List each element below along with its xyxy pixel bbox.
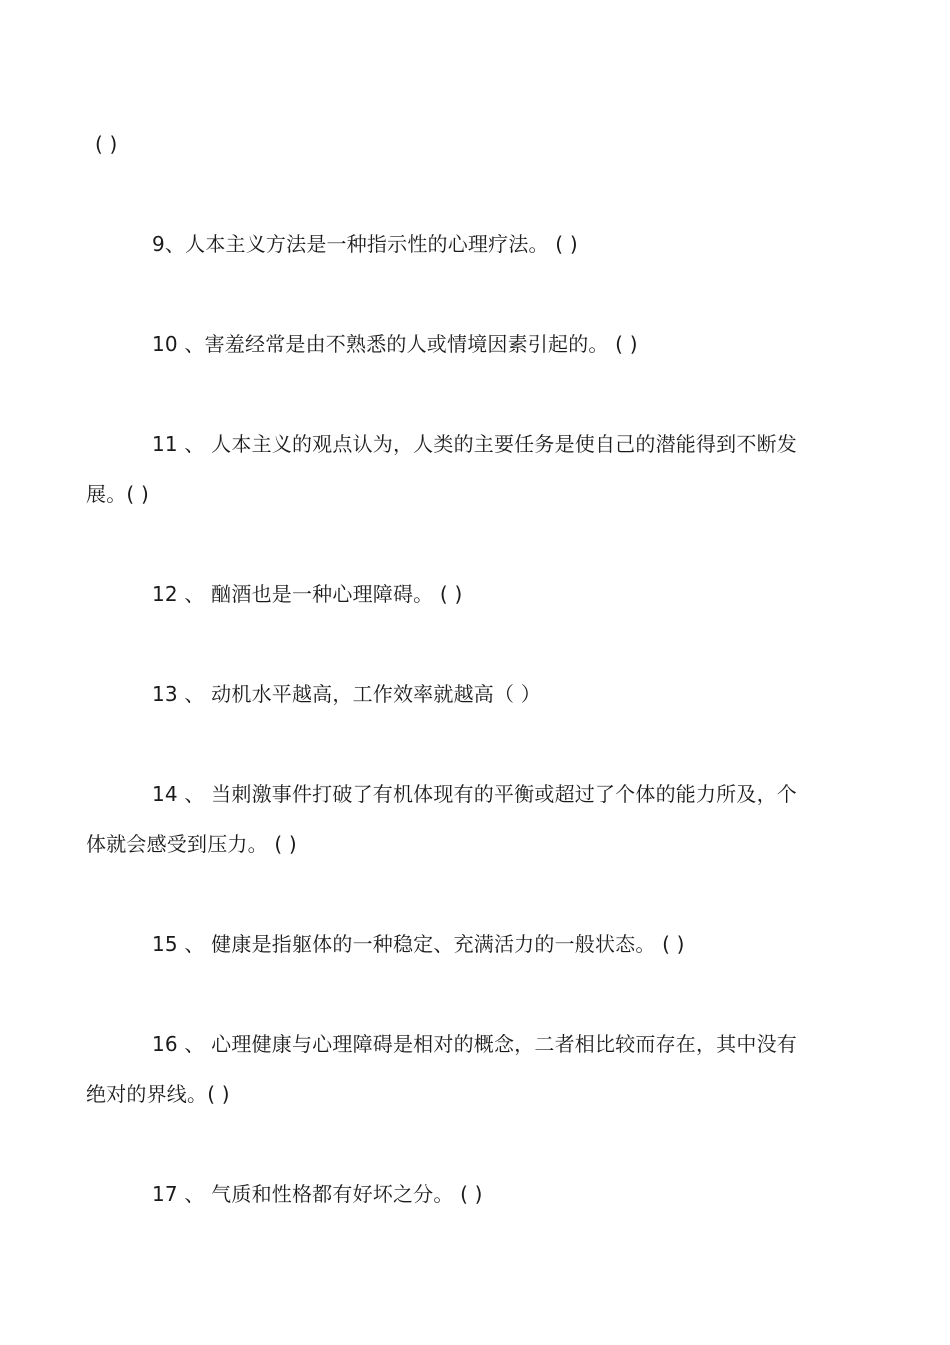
question-11-line-2: 展。( ): [86, 482, 149, 506]
question-14-line-1: 14 、 当刺激事件打破了有机体现有的平衡或超过了个体的能力所及，个: [152, 782, 797, 806]
question-11-line-1: 11 、 人本主义的观点认为，人类的主要任务是使自己的潜能得到不断发: [152, 432, 797, 456]
question-10: 10 、害羞经常是由不熟悉的人或情境因素引起的。 ( ): [152, 332, 638, 356]
question-13: 13 、 动机水平越高，工作效率就越高（ ）: [152, 682, 541, 706]
question-16-line-2: 绝对的界线。( ): [86, 1082, 230, 1106]
answer-blank-8: ( ): [95, 132, 118, 156]
question-14-line-2: 体就会感受到压力。 ( ): [86, 832, 297, 856]
question-12: 12 、 酗酒也是一种心理障碍。 ( ): [152, 582, 463, 606]
question-17: 17 、 气质和性格都有好坏之分。 ( ): [152, 1182, 483, 1206]
question-15: 15 、 健康是指躯体的一种稳定、充满活力的一般状态。 ( ): [152, 932, 685, 956]
question-9: 9、人本主义方法是一种指示性的心理疗法。 ( ): [152, 232, 578, 256]
question-16-line-1: 16 、 心理健康与心理障碍是相对的概念，二者相比较而存在，其中没有: [152, 1032, 797, 1056]
